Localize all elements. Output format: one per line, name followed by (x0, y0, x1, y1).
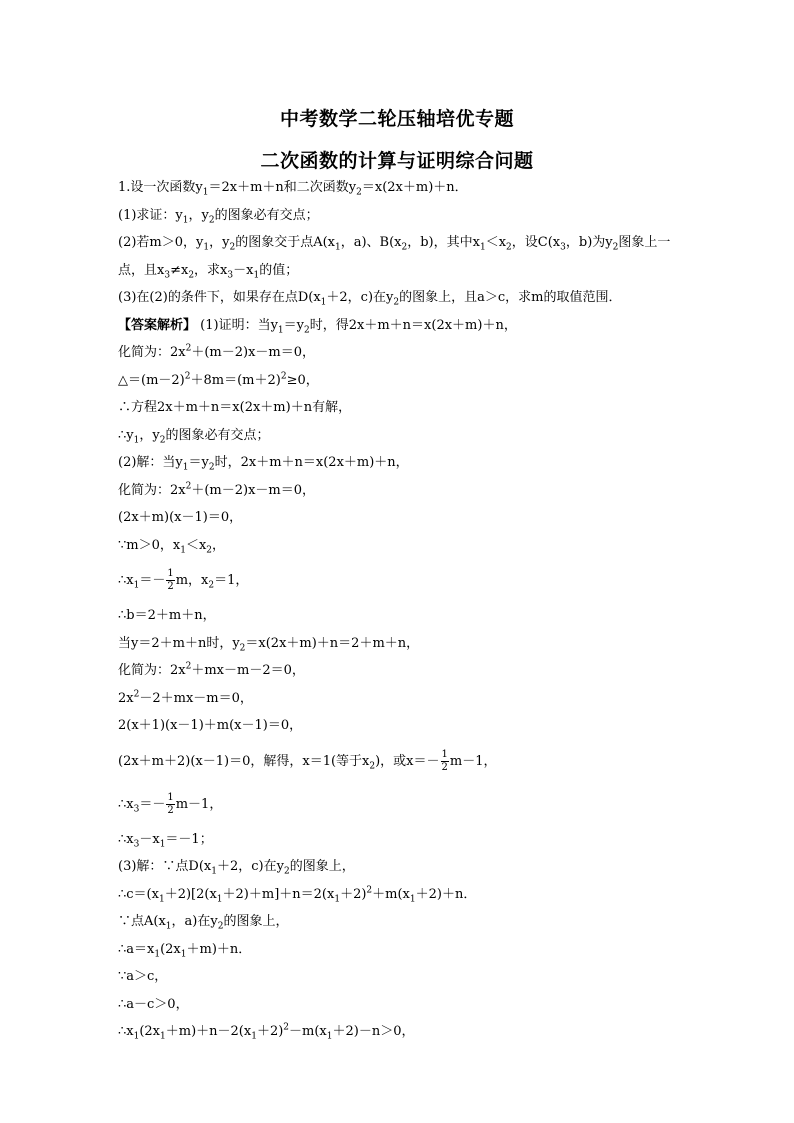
subscript: 2 (208, 215, 215, 226)
subscript: 2 (188, 270, 195, 281)
text-line (118, 394, 718, 422)
subscript: 1 (409, 894, 416, 905)
text-run: 1.设一次函数y (118, 180, 203, 195)
text-run: ＝2x＋m＋n和二次函数y (208, 180, 357, 195)
subscript: 3 (133, 839, 140, 850)
text-run: (2x＋m＋2)(x－1)＝0，解得，x＝1(等于x (118, 753, 370, 769)
subscript: 2 (612, 242, 619, 253)
superscript: 2 (133, 689, 140, 700)
text-line (118, 991, 718, 1019)
text-line (118, 783, 718, 826)
superscript: 2 (185, 661, 192, 672)
text-run: 的图象上， (223, 914, 289, 929)
text-line (118, 826, 718, 854)
fraction-denominator: 2 (167, 581, 174, 592)
text-line (118, 853, 718, 881)
text-run: m－1， (175, 796, 223, 812)
subscript: 1 (180, 949, 187, 960)
text-run: ∴y (118, 427, 134, 443)
text-run: ＋m(x (372, 886, 410, 902)
subscript: 2 (206, 545, 213, 556)
subscript: 3 (560, 242, 566, 253)
text-run: 的图象上，且a＞c，求m的取值范围． (399, 290, 622, 305)
subscript: 2 (401, 242, 408, 253)
text-run: ＝y (283, 317, 305, 333)
text-run: ＝y (188, 455, 209, 470)
subscript: 1 (154, 949, 161, 960)
subscript: 2 (393, 297, 400, 308)
text-line (118, 908, 718, 936)
text-run: (1)求证：y (118, 207, 183, 223)
fraction (166, 568, 174, 593)
text-run: 的图象必有交点； (214, 207, 319, 223)
text-line (118, 339, 718, 367)
text-run: 的值； (259, 262, 299, 278)
superscript: 2 (280, 371, 287, 382)
subscript: 2 (239, 643, 246, 654)
text-line (118, 685, 718, 713)
subscript: 1 (133, 1031, 140, 1042)
text-run: ≠x (170, 262, 189, 278)
subscript: 2 (356, 187, 362, 198)
superscript: 2 (185, 481, 192, 492)
text-run: 2x (118, 690, 134, 706)
text-run: ，设C(x (511, 235, 561, 250)
text-run: ，b)为y (565, 235, 613, 250)
subscript: 1 (159, 839, 166, 850)
text-line (118, 202, 718, 230)
text-line (118, 312, 718, 340)
text-run: ，y (139, 427, 160, 443)
subscript: 3 (164, 270, 171, 281)
text-run: ∴x (118, 573, 134, 588)
text-run: ∴x (118, 831, 134, 847)
text-run: ＜x (185, 537, 207, 553)
fraction (166, 792, 174, 817)
subscript: 1 (277, 325, 284, 336)
text-run: －x (139, 831, 160, 847)
text-line (118, 449, 718, 477)
text-run: 的图象交于点A(x (235, 235, 335, 250)
text-run: ＋8m＝(m＋2) (190, 372, 281, 388)
text-line (118, 284, 718, 312)
text-line (118, 477, 718, 505)
subscript: 1 (479, 242, 486, 253)
subscript: 2 (229, 242, 236, 253)
answer-tag: 【答案解析】 (118, 317, 197, 333)
text-run: ＋2，c)在y (326, 290, 394, 305)
text-run: 化简为：2x (118, 482, 186, 498)
text-run: ＋mx－m－2＝0， (191, 663, 305, 678)
text-run: ＝－1； (165, 831, 213, 847)
text-run: ∴a＝x (118, 941, 155, 957)
superscript: 2 (185, 343, 192, 354)
text-run: ＋2)＋m]＋n＝2(x (222, 886, 335, 902)
text-run: (3)在(2)的条件下，如果存在点D(x (118, 290, 321, 305)
text-line (118, 963, 718, 991)
text-run: ∵a＞c， (118, 969, 168, 984)
fraction-numerator: 1 (167, 791, 174, 803)
subscript: 2 (283, 866, 290, 877)
text-run: －2＋mx－m＝0， (139, 690, 253, 706)
text-run: ＝x(2x＋m)＋n＝2＋m＋n， (245, 635, 420, 651)
text-run: 化简为：2x (118, 663, 186, 678)
subscript: 1 (253, 270, 260, 281)
fraction-numerator: 1 (167, 568, 174, 579)
text-run: ∴方程2x＋m＋n＝x(2x＋m)＋n有解， (118, 400, 352, 415)
text-run: ＜x (485, 235, 507, 250)
text-line (118, 422, 718, 450)
text-run: 点，且x (118, 262, 165, 278)
subscript: 2 (304, 325, 310, 336)
text-run: －m(x (289, 1024, 327, 1039)
subscript: 1 (334, 894, 341, 905)
document-body (118, 174, 718, 1046)
text-line (118, 174, 718, 202)
text-run: 的图象必有交点； (165, 427, 270, 443)
text-line (118, 532, 718, 560)
subscript: 1 (334, 242, 341, 253)
text-run: ＋2) (256, 1024, 284, 1039)
text-line (118, 881, 718, 909)
text-run: ， (212, 537, 226, 553)
text-run: 化简为：2x (118, 345, 186, 360)
text-run: ＋2，c)在y (216, 859, 284, 874)
fraction-denominator: 2 (441, 761, 448, 773)
subscript: 1 (202, 187, 209, 198)
superscript: 2 (184, 371, 191, 382)
text-run: ，a)、B(x (340, 235, 402, 250)
text-run: ＋2) (340, 886, 367, 902)
subscript: 1 (165, 921, 172, 932)
text-run: ＋2)＋n． (415, 886, 477, 902)
text-run: ＝x(2x＋m)＋n． (361, 180, 468, 195)
text-run: ＋2)－n＞0， (332, 1024, 415, 1039)
subscript: 2 (369, 761, 376, 772)
text-run: 时，得2x＋m＋n＝x(2x＋m)＋n， (309, 317, 517, 333)
text-line (118, 712, 718, 740)
text-run: (2x (139, 1024, 161, 1039)
subscript: 1 (211, 866, 217, 877)
text-run: m，x (175, 573, 209, 588)
text-run: ∵点A(x (118, 914, 166, 929)
subscript: 1 (182, 215, 189, 226)
subscript: 2 (208, 462, 215, 473)
text-run: (2x (160, 941, 181, 957)
text-run: ≥0， (286, 372, 319, 388)
subscript: 1 (158, 894, 165, 905)
text-run: 2(x＋1)(x－1)＋m(x－1)＝0， (118, 718, 303, 733)
subscript: 1 (203, 242, 210, 253)
text-run: 时，2x＋m＋n＝x(2x＋m)＋n， (214, 455, 409, 470)
text-run: ∴x (118, 796, 134, 812)
text-run: ＋m)＋n． (186, 941, 252, 957)
subscript: 1 (251, 1031, 257, 1042)
text-run: ＋m)＋n－2(x (165, 1024, 252, 1039)
text-run: ∵m＞0，x (118, 537, 181, 553)
text-run: (1)证明：当y (196, 317, 278, 333)
text-run: ，求x (194, 262, 228, 278)
subscript: 1 (160, 1031, 166, 1042)
subscript: 1 (133, 435, 140, 446)
text-run: ，y (209, 235, 230, 250)
text-run: (2)若m＞0，y (118, 235, 204, 250)
text-run: ∴c＝(x (118, 886, 159, 902)
text-run: ＝－ (139, 573, 166, 588)
subscript: 1 (320, 297, 327, 308)
text-run: ∴a－c＞0， (118, 996, 189, 1012)
text-line (118, 229, 718, 257)
subscript: 2 (217, 921, 224, 932)
text-run: △＝(m－2) (118, 372, 185, 388)
text-run: (2)解：当y (118, 455, 183, 470)
subscript: 1 (133, 580, 140, 591)
superscript: 2 (283, 1022, 290, 1033)
subscript: 1 (180, 545, 186, 556)
subscript: 2 (208, 580, 215, 591)
superscript: 2 (366, 885, 373, 896)
fraction-denominator: 2 (167, 804, 174, 816)
text-line (118, 602, 718, 630)
text-run: (3)解：∵点D(x (118, 859, 212, 874)
subscript: 1 (182, 462, 189, 473)
text-run: ，b)，其中x (407, 235, 480, 250)
subscript: 2 (506, 242, 512, 253)
text-line (118, 936, 718, 964)
text-line (118, 657, 718, 685)
text-run: ∴b＝2＋m＋n， (118, 608, 216, 623)
fraction-numerator: 1 (441, 748, 448, 760)
text-run: 的图象上， (289, 859, 355, 874)
text-run: (2x＋m)(x－1)＝0， (118, 510, 243, 525)
text-run: ，y (188, 207, 209, 223)
subscript: 3 (133, 804, 140, 815)
text-line (118, 1018, 718, 1046)
text-line (118, 630, 718, 658)
page-subtitle: 二次函数的计算与证明综合问题 (260, 150, 534, 172)
text-run: )，或x＝－ (375, 753, 440, 769)
text-line (118, 257, 718, 285)
text-run: ＝－ (139, 796, 166, 812)
text-run: 图象上一 (618, 235, 671, 250)
subscript: 1 (326, 1031, 333, 1042)
text-run: ∴x (118, 1024, 134, 1039)
text-run: ＋(m－2)x－m＝0， (191, 345, 316, 360)
text-run: 当y＝2＋m＋n时，y (118, 635, 240, 651)
text-run: m－1， (449, 753, 497, 769)
text-run: －x (233, 262, 254, 278)
subscript: 2 (159, 435, 166, 446)
page-title: 中考数学二轮压轴培优专题 (279, 108, 514, 130)
text-run: ，a)在y (171, 914, 218, 929)
text-line (118, 504, 718, 532)
text-run: ＝1， (214, 573, 249, 588)
text-line (118, 740, 718, 783)
text-line (118, 367, 718, 395)
text-line (118, 559, 718, 602)
subscript: 1 (216, 894, 223, 905)
subscript: 3 (227, 270, 234, 281)
text-run: ＋2)[2(x (164, 886, 217, 902)
fraction (441, 749, 449, 774)
text-run: ＋(m－2)x－m＝0， (191, 482, 316, 498)
